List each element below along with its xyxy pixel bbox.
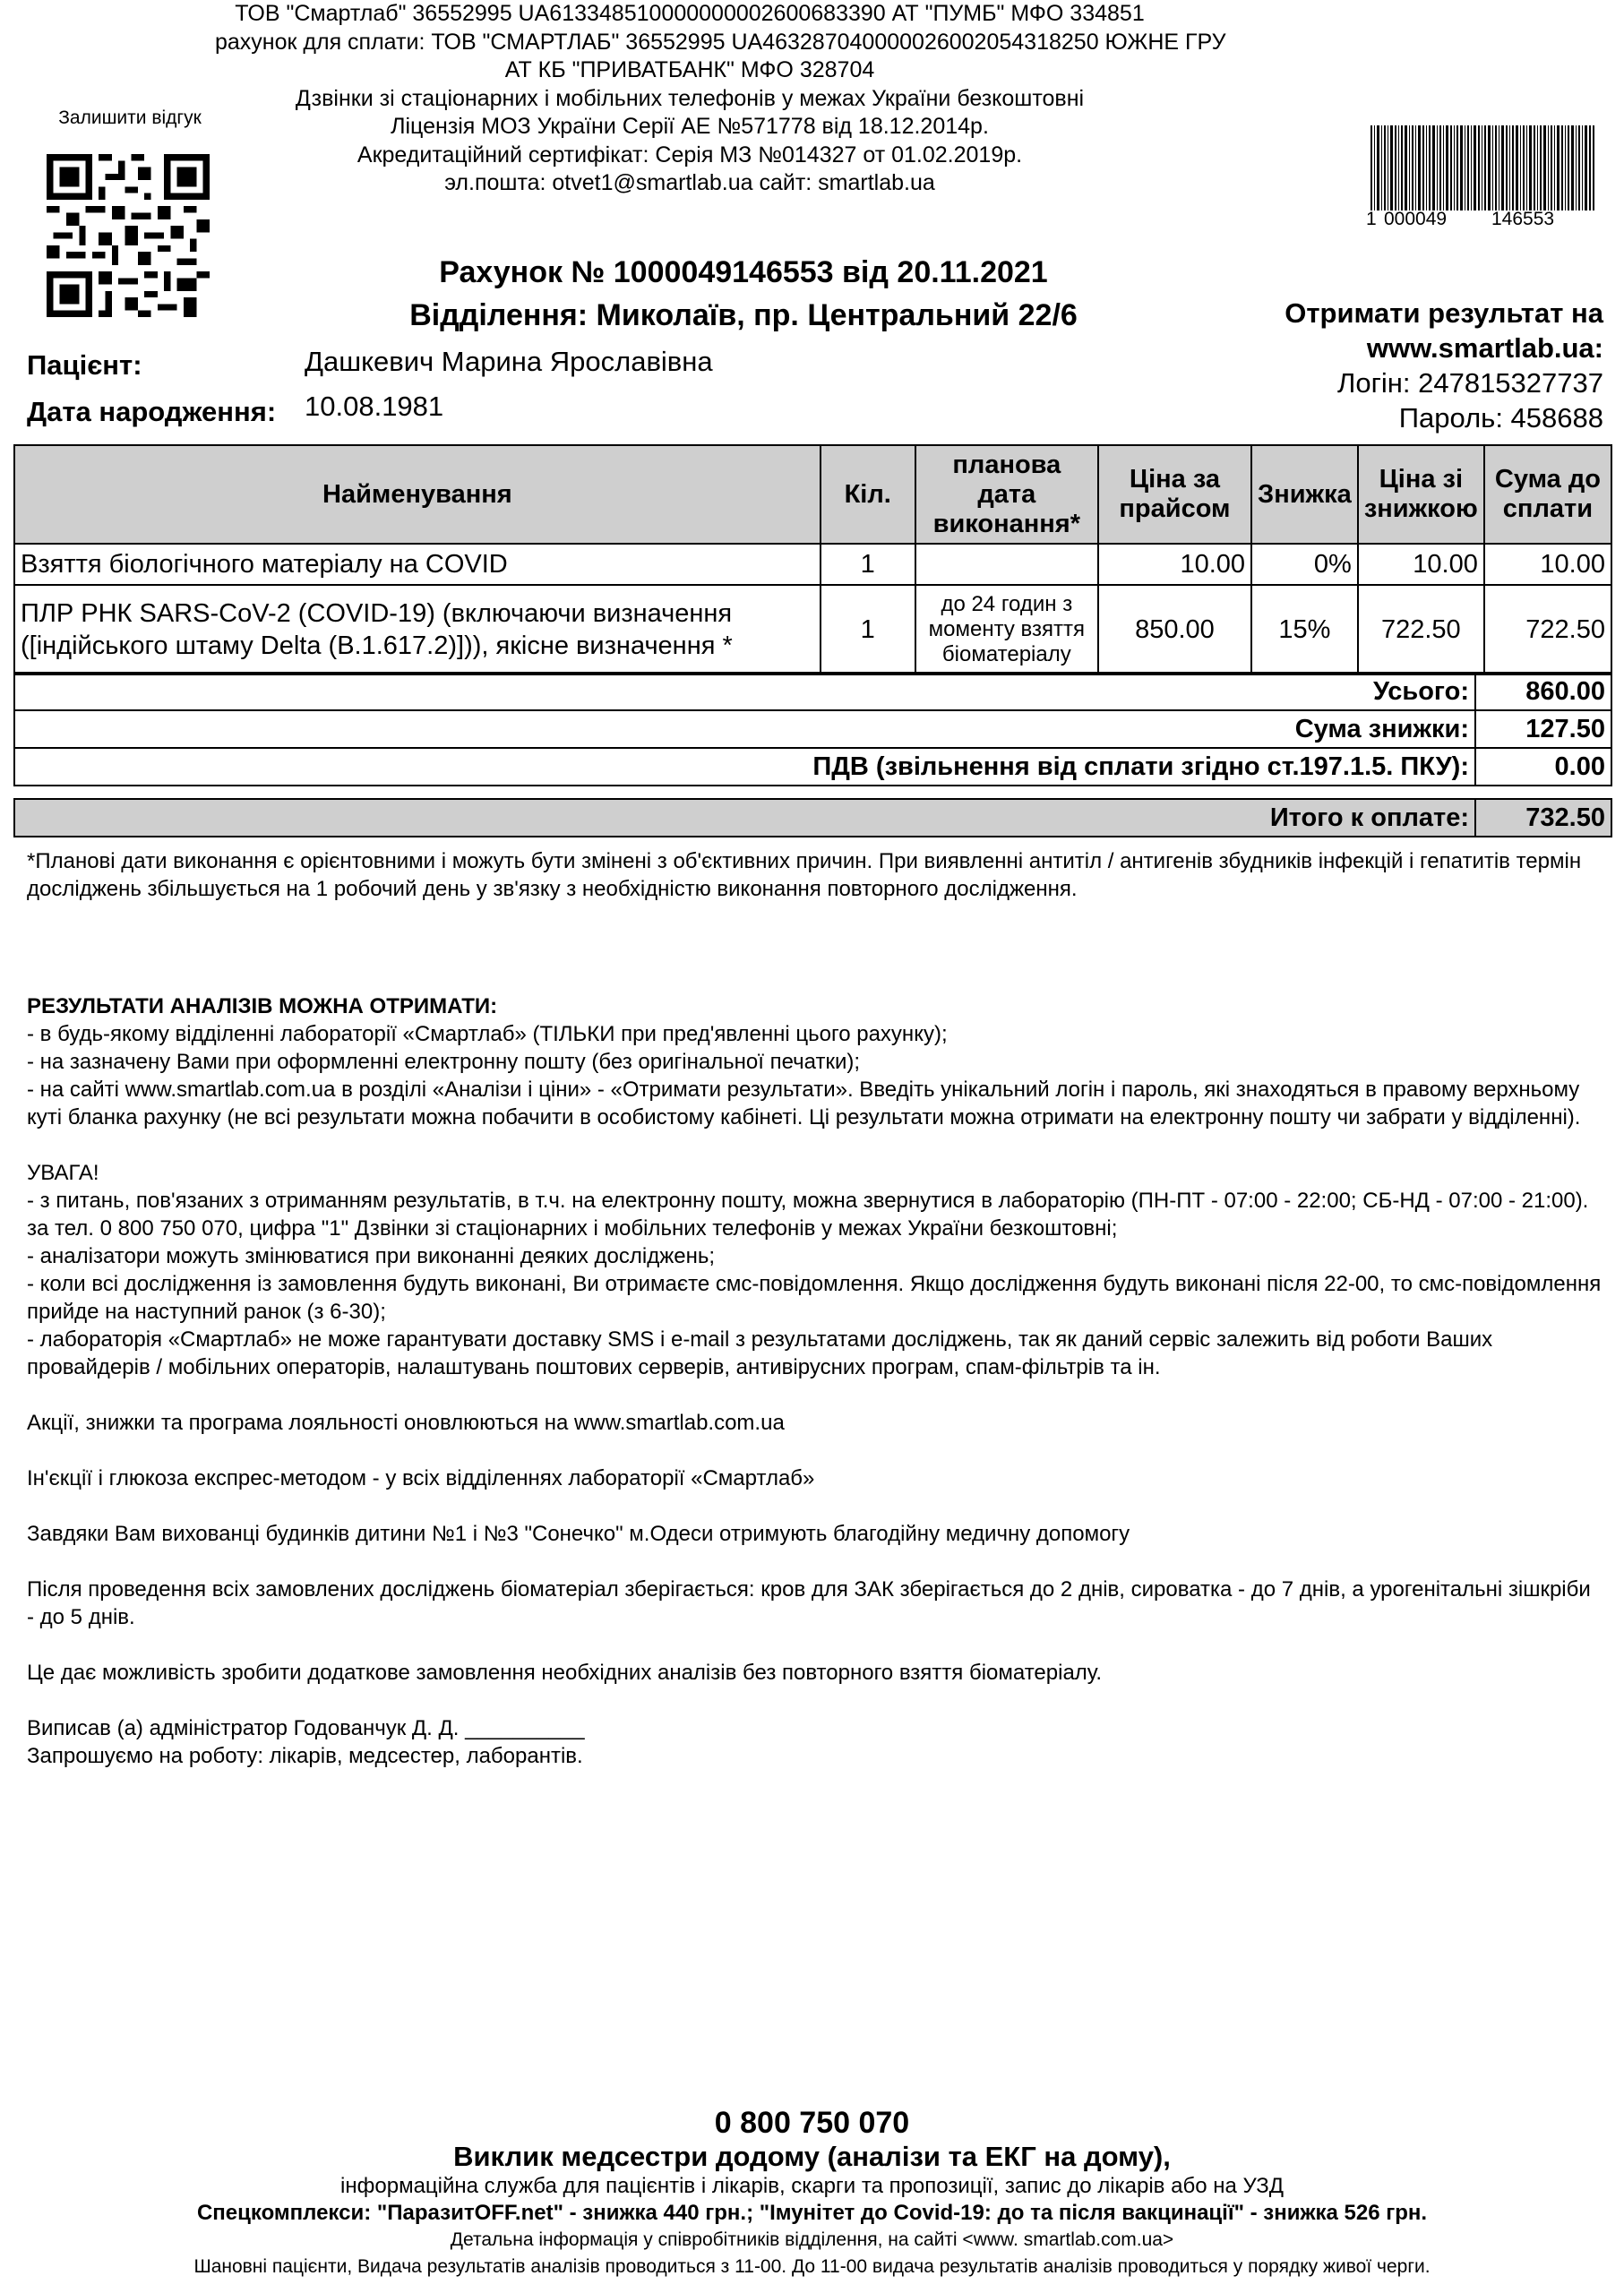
results-access-site: www.smartlab.ua: [1366,332,1603,364]
branch-title: Відділення: Миколаїв, пр. Центральний 22/6 [409,298,1078,332]
storage-text: Після проведення всіх замовлених досліджень біоматеріал зберігається: кров для ЗАК зберігається до 2 днів, сироватка - до 7 днів, а урогенітальні зішкріби - до 5 днів. [27,1577,1591,1629]
results-login: Логін: 247815327737 [1336,367,1603,399]
header-line: рахунок для сплати: ТОВ "СМАРТЛАБ" 36552995 UA463287040000026002054318250 ЮЖНЕ ГРУ [215,29,1226,55]
info-section [27,992,1603,1770]
header-sum: Сума до сплати [1484,445,1611,544]
header-line: АТ КБ "ПРИВАТБАНК" МФО 328704 [504,57,875,82]
service-price: 850.00 [1098,585,1251,674]
totals-table [13,672,1612,786]
attention-item: - аналізатори можуть змінюватися при виконанні деяких досліджень; [27,1244,716,1268]
header-planned-date: планова дата виконання* [915,445,1098,544]
special-offers-text: Спецкомплекси: "ПаразитOFF.net" - знижка 440 грн.; "Імунітет до Covid-19: до та після вакцинації" - знижка 526 грн. [196,2201,1428,2225]
service-qty: 1 [821,585,915,674]
table-header-row [14,445,1611,544]
header-discounted-price: Ціна зі знижкою [1358,445,1484,544]
charity-text: Завдяки Вам вихованці будинків дитини №1 і №3 "Сонечко" м.Одеси отримують благодійну медичну допомогу [27,1522,1130,1546]
subtotal-label: Усього: [14,673,1475,710]
hotline-phone: 0 800 750 070 [714,2106,910,2140]
barcode-digit-group: 1 [1366,209,1377,229]
service-planned-date [915,544,1098,585]
service-discounted-price: 722.50 [1358,585,1484,674]
injections-text: Ін'єкції і глюкоза експрес-методом - у всіх відділеннях лабораторії «Смартлаб» [27,1466,815,1490]
results-access-line: Отримати результат на [1285,297,1603,329]
attention-item: - лабораторія «Смартлаб» не може гарантувати доставку SMS і e-mail з результатами досліджень, так як даний сервіс залежить від роботи Ваших провайдерів / мобільних операторів, налаштувань поштових серверів, антивірусних програм, спам-фільтрів та ін. [27,1327,1493,1379]
discount-total-row [14,710,1611,748]
results-item: - на сайті www.smartlab.com.ua в розділі «Аналізи і ціни» - «Отримати результати». Введіть унікальний логін і пароль, які знаходяться в правому верхньому куті бланка рахунку (не всі результати можна побачити в особистому кабінеті. Ці результати можна отримати на електронну пошту чи забрати у відділенні). [27,1078,1581,1129]
barcode-icon [1371,125,1594,210]
qr-code-icon[interactable] [47,154,210,317]
details-text: Детальна інформація у співробітників відділення, на сайті <www. smartlab.com.ua> [450,2229,1174,2250]
results-item: - на зазначену Вами при оформленні електронну пошту (без оригінальної печатки); [27,1050,861,1074]
vat-value: 0.00 [1475,748,1611,786]
header-line: ТОВ "Смартлаб" 36552995 UA613348510000000002600683390 АТ "ПУМБ" МФО 334851 [235,1,1145,26]
issued-by: Виписав (а) адміністратор Годованчук Д. Д. __________ [27,1716,585,1740]
barcode-digits [1366,209,1608,230]
results-access-block [1164,296,1603,435]
grand-total-label: Итого к оплате: [14,799,1475,837]
service-planned-date: до 24 годин з моменту взяття біоматеріалу [915,585,1098,674]
subtotal-row [14,673,1611,710]
header-line: эл.пошта: otvet1@smartlab.ua сайт: smartlab.ua [444,170,935,195]
invoice-title: Рахунок № 1000049146553 від 20.11.2021 [439,255,1048,289]
company-header [215,0,1226,198]
services-table [13,444,1612,675]
nurse-call-text: Виклик медсестри додому (аналізи та ЕКГ на дому), [453,2141,1171,2172]
attention-item: - з питань, пов'язаних з отриманням результатів, в т.ч. на електронну пошту, можна звернутися в лабораторію (ПН-ПТ - 07:00 - 22:00; СБ-НД - 07:00 - 21:00). за тел. 0 800 750 070, цифра "1" Дзвінки зі стаціонарних і мобільних телефонів у межах України безкоштовні; [27,1189,1589,1241]
attention-item: - коли всі дослідження із замовлення будуть виконані, Ви отримаєте смс-повідомлення. Якщо дослідження будуть виконані після 22-00, то смс-повідомлення прийде на наступний ранок (з 6-30); [27,1272,1602,1324]
header-price: Ціна за прайсом [1098,445,1251,544]
service-discounted-price: 10.00 [1358,544,1484,585]
dob-value: 10.08.1981 [305,391,444,422]
reorder-text: Це дає можливість зробити додаткове замовлення необхідних аналізів без повторного взяття біоматеріалу. [27,1661,1103,1685]
results-password: Пароль: 458688 [1398,402,1603,434]
attention-heading: УВАГА! [27,1161,99,1185]
header-discount: Знижка [1251,445,1358,544]
header-line: Дзвінки зі стаціонарних і мобільних телефонів у межах України безкоштовні [295,85,1085,111]
discount-total-label: Сума знижки: [14,710,1475,748]
footnote: *Планові дати виконання є орієнтовними і можуть бути змінені з об'єктивних причин. При виявленні антитіл / антигенів збудників інфекцій і гепатитів термін досліджень збільшується на 1 робочий день у зв'язку з необхідністю виконання повторного дослідження. [27,849,1582,901]
service-name: ПЛР РНК SARS-CoV-2 (COVID-19) (включаючи визначення ([індійського штаму Delta (B.1.617.2)])), якісне визначення * [14,585,821,674]
service-qty: 1 [821,544,915,585]
header-line: Ліцензія МОЗ України Серії АЕ №571778 від 18.12.2014р. [391,114,989,139]
results-heading: РЕЗУЛЬТАТИ АНАЛІЗІВ МОЖНА ОТРИМАТИ: [27,994,498,1018]
discount-total-value: 127.50 [1475,710,1611,748]
service-name: Взяття біологічного матеріалу на COVID [14,544,821,585]
results-item: - в будь-якому відділенні лабораторії «Смартлаб» (ТІЛЬКИ при пред'явленні цього рахунку); [27,1022,948,1046]
subtotal-value: 860.00 [1475,673,1611,710]
promo-text: Акції, знижки та програма лояльності оновлюються на www.smartlab.com.ua [27,1411,785,1435]
vat-row [14,748,1611,786]
barcode-digit-group: 000049 [1384,209,1448,229]
barcode-digit-group: 146553 [1491,209,1555,229]
header-line: Акредитаційний сертифікат: Серія МЗ №014327 от 01.02.2019р. [357,142,1023,167]
service-price: 10.00 [1098,544,1251,585]
feedback-label: Залишити відгук [58,107,202,128]
patient-name: Дашкевич Марина Ярославівна [305,346,713,377]
table-row [14,585,1611,674]
service-sum: 10.00 [1484,544,1611,585]
grand-total-table [13,798,1612,837]
header-name: Найменування [14,445,821,544]
table-row [14,544,1611,585]
grand-total-value: 732.50 [1475,799,1611,837]
patient-label: Пацієнт: [27,349,142,381]
footer [0,2105,1624,2280]
header-qty: Кіл. [821,445,915,544]
service-discount: 0% [1251,544,1358,585]
info-service-text: інформаційна служба для пацієнтів і лікарів, скарги та пропозиції, запис до лікарів або на УЗД [340,2174,1284,2198]
grand-total-row [14,799,1611,837]
issuance-text: Шановні пацієнти, Видача результатів аналізів проводиться з 11-00. До 11-00 видача результатів аналізів проводиться у порядку живої черги. [193,2256,1431,2277]
service-discount: 15% [1251,585,1358,674]
jobs-text: Запрошуємо на роботу: лікарів, медсестер, лаборантів. [27,1744,583,1768]
service-sum: 722.50 [1484,585,1611,674]
dob-label: Дата народження: [27,396,277,427]
vat-label: ПДВ (звільнення від сплати згідно ст.197.1.5. ПКУ): [14,748,1475,786]
